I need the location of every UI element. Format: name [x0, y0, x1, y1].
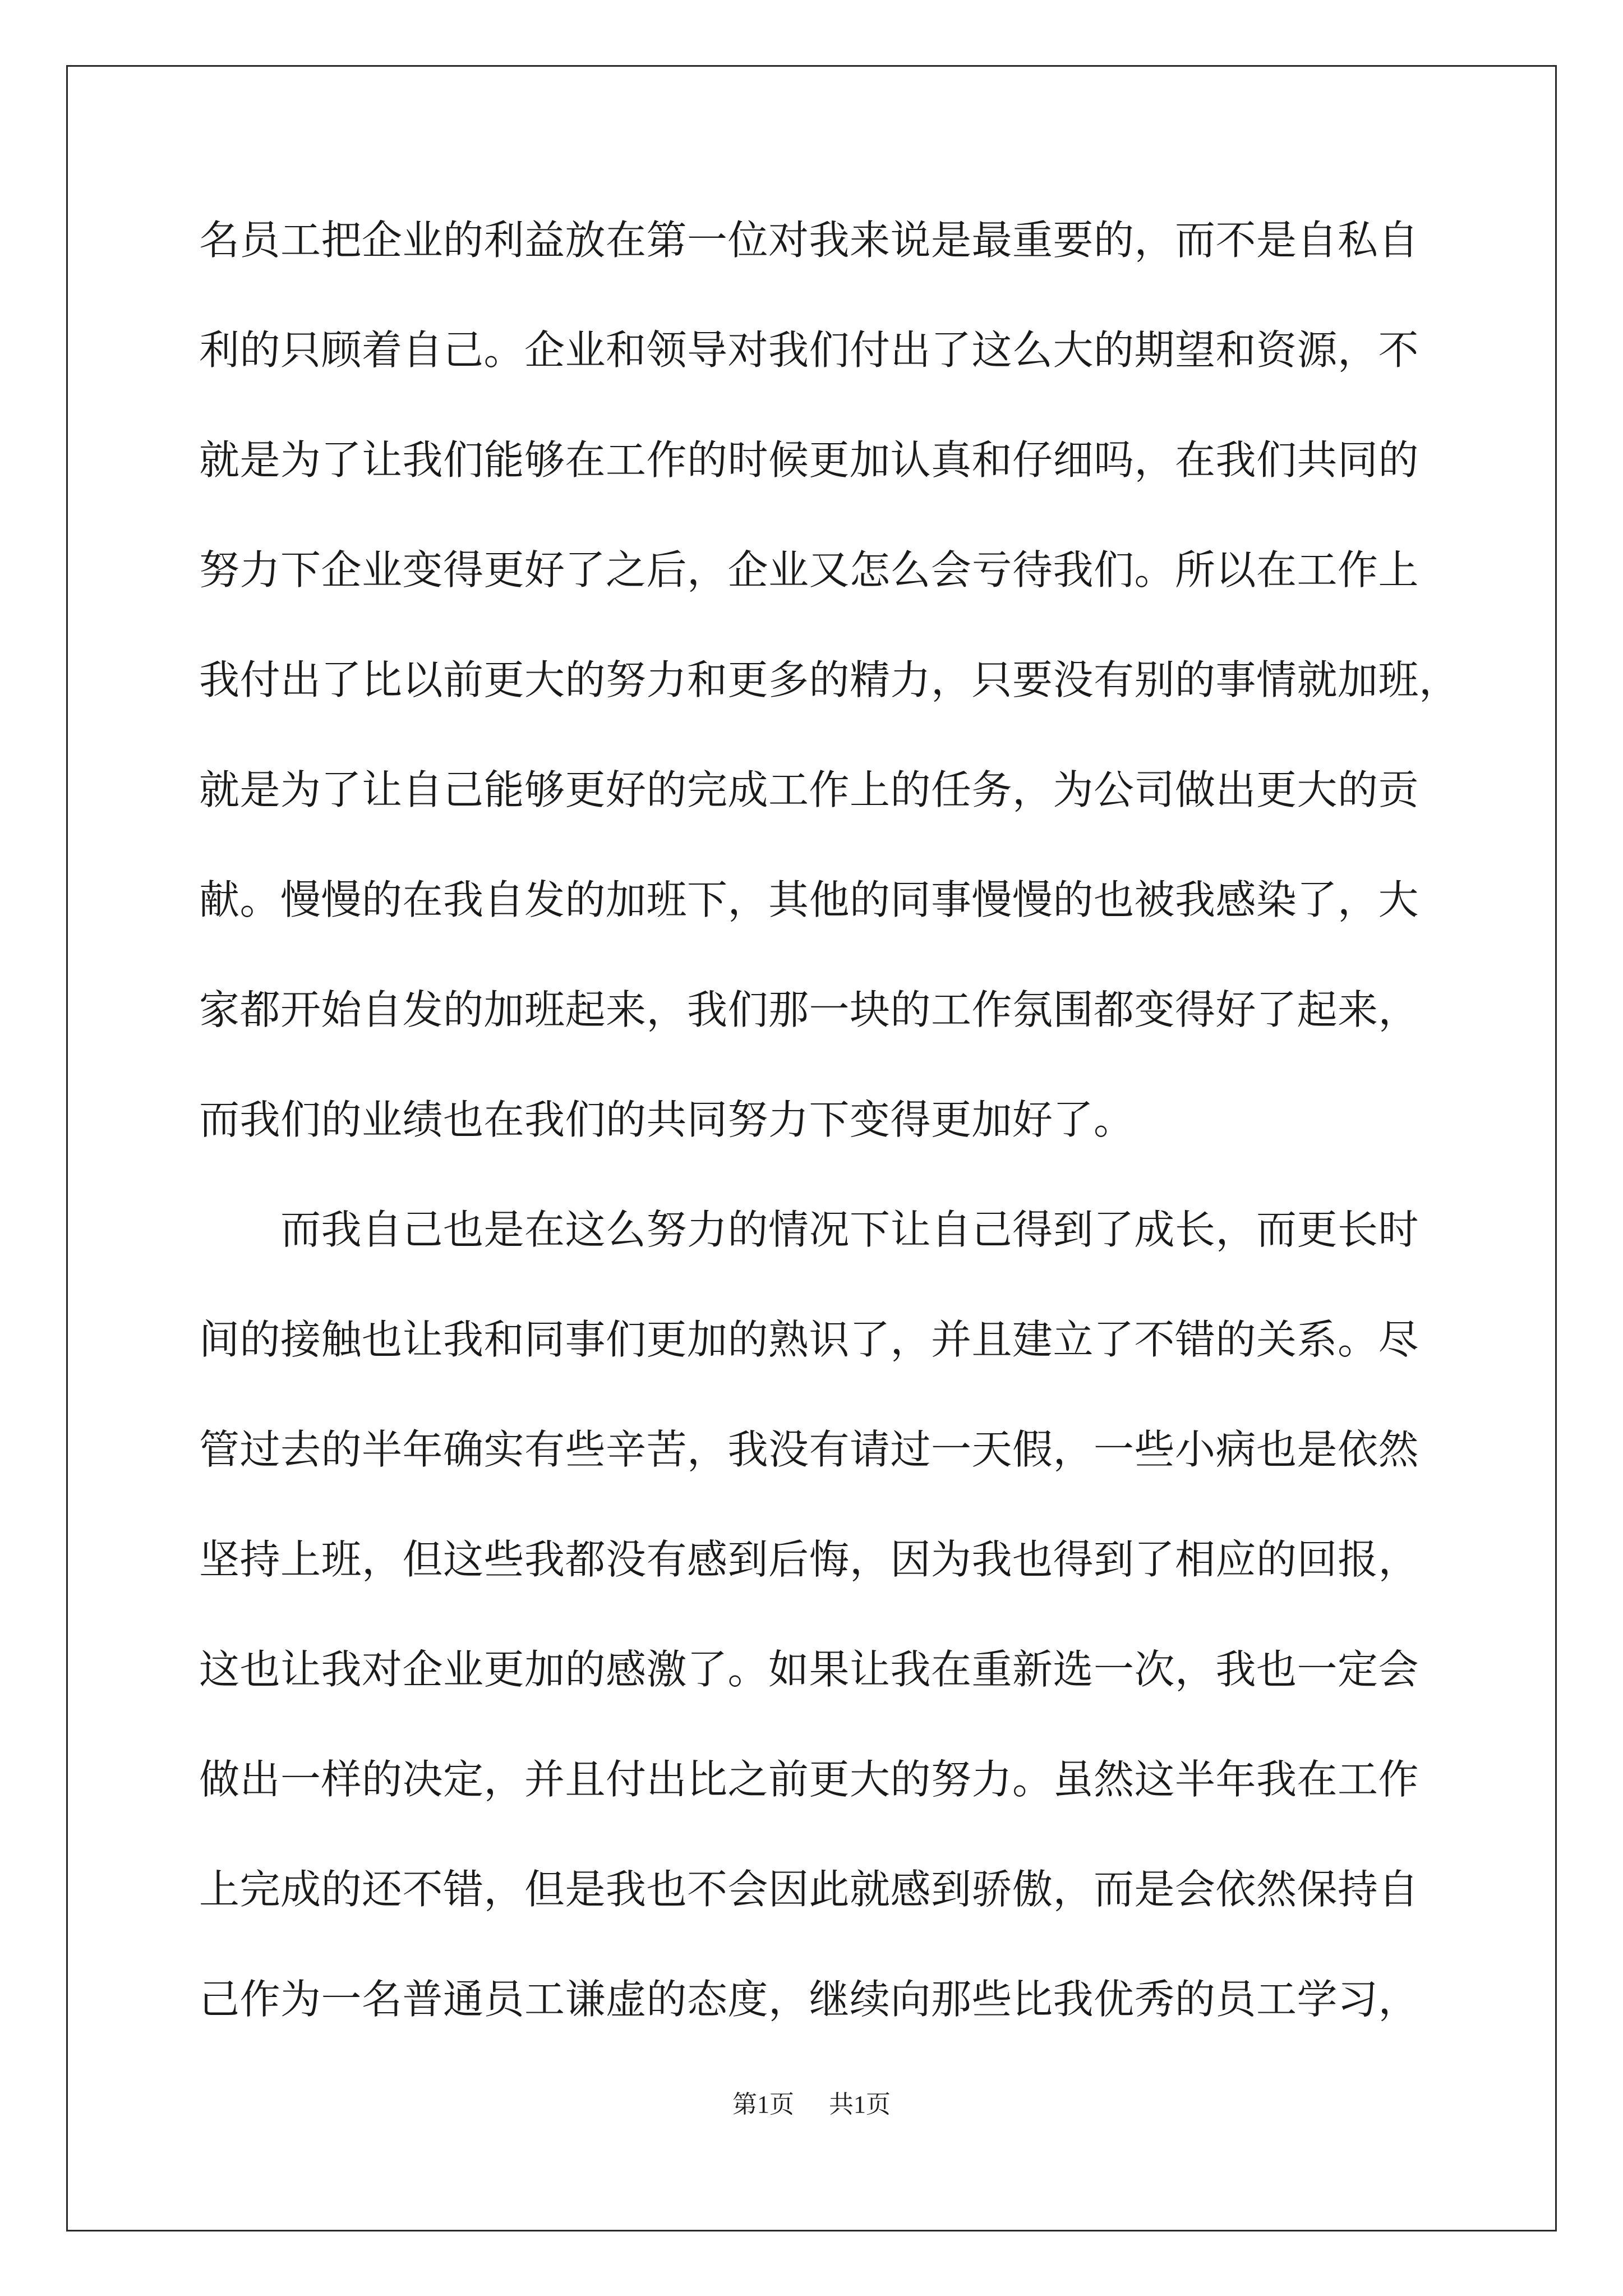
text-line: 做出一样的决定，并且付出比之前更大的努力。虽然这半年我在工作	[199, 1756, 1419, 1803]
text-line: 己作为一名普通员工谦虚的态度，继续向那些比我优秀的员工学习，	[199, 1976, 1419, 2023]
text-line: 我付出了比以前更大的努力和更多的精力，只要没有别的事情就加班，	[199, 656, 1460, 703]
document-body	[199, 213, 1460, 2082]
text-line: 努力下企业变得更好了之后，企业又怎么会亏待我们。所以在工作上	[199, 546, 1419, 593]
text-line: 间的接触也让我和同事们更加的熟识了，并且建立了不错的关系。尽	[199, 1316, 1419, 1363]
page-number: 第1页	[732, 2091, 794, 2118]
text-line: 名员工把企业的利益放在第一位对我来说是最重要的，而不是自私自	[199, 217, 1419, 264]
text-line: 就是为了让我们能够在工作的时候更加认真和仔细吗，在我们共同的	[199, 436, 1419, 484]
page-total: 共1页	[829, 2091, 891, 2118]
text-line: 献。慢慢的在我自发的加班下，其他的同事慢慢的也被我感染了，大	[199, 876, 1419, 923]
text-line: 利的只顾着自己。企业和领导对我们付出了这么大的期望和资源，不	[199, 326, 1419, 374]
text-line: 而我们的业绩也在我们的共同努力下变得更加好了。	[199, 1096, 1135, 1143]
text-line: 这也让我对企业更加的感激了。如果让我在重新选一次，我也一定会	[199, 1646, 1419, 1693]
page-footer	[0, 2088, 1623, 2122]
text-line: 而我自己也是在这么努力的情况下让自己得到了成长，而更长时	[199, 1206, 1419, 1253]
text-line: 家都开始自发的加班起来，我们那一块的工作氛围都变得好了起来，	[199, 986, 1419, 1033]
text-line: 就是为了让自己能够更好的完成工作上的任务，为公司做出更大的贡	[199, 766, 1419, 813]
text-line: 上完成的还不错，但是我也不会因此就感到骄傲，而是会依然保持自	[199, 1866, 1419, 1913]
text-line: 管过去的半年确实有些辛苦，我没有请过一天假，一些小病也是依然	[199, 1426, 1419, 1473]
text-line: 坚持上班，但这些我都没有感到后悔，因为我也得到了相应的回报，	[199, 1536, 1419, 1583]
